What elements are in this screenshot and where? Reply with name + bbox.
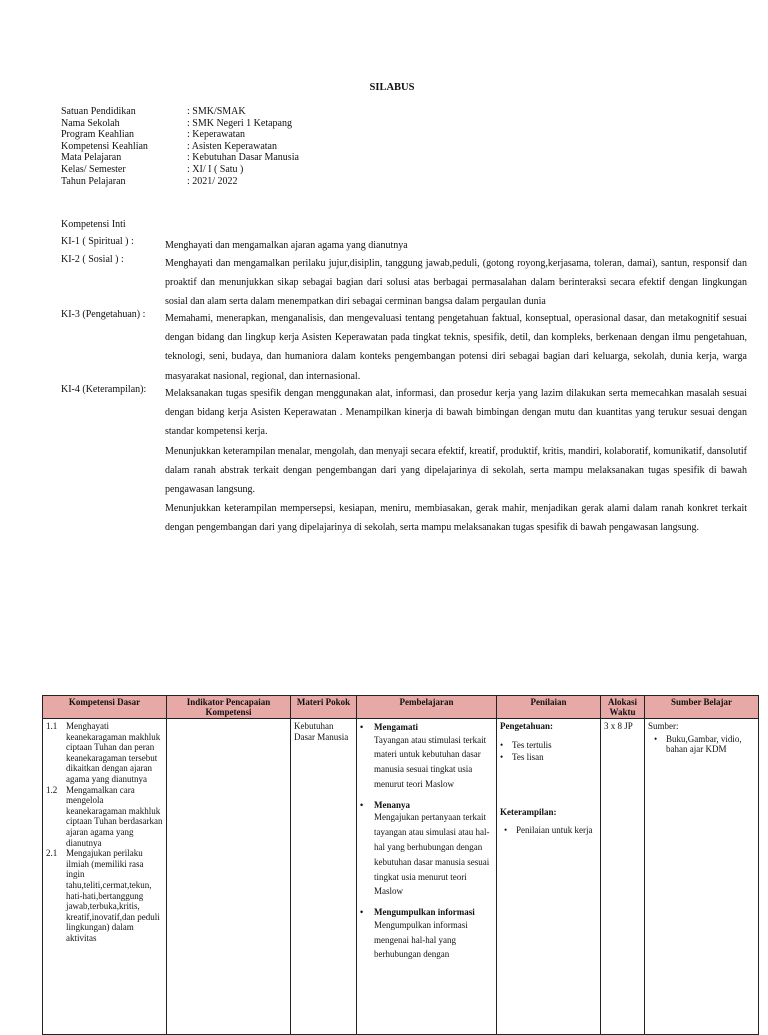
cell-sumber xyxy=(645,719,759,1035)
learning-step-desc: Tayangan atau stimulasi terkait materi untuk kebutuhan dasar manusia sesuai tingkat usia menurut teori Maslow xyxy=(374,734,487,789)
meta-value: : SMK/SMAK xyxy=(187,106,246,117)
ki-paragraph: Menghayati dan mengamalkan ajaran agama yang dianutnya xyxy=(165,240,408,251)
meta-row xyxy=(61,141,299,153)
bullet-icon: • xyxy=(360,799,364,810)
meta-label: Tahun Pelajaran xyxy=(61,175,126,187)
ki-paragraph: Menghayati dan mengamalkan perilaku jujur,disiplin, tanggung jawab,peduli, (gotong royong,kerjasama, toleran, damai), santun, responsif dan proaktif dan menunjukkan sikap sebagai bagian dari solusi atas berbagai permasalahan dalam berinteraksi secara efektif dengan lingkungan sosial dan alam serta dalam menempatkan diri sebagai cerminan bangsa dalam pergaulan dunia xyxy=(165,258,747,308)
table-header-row xyxy=(43,696,759,719)
col-header-kompetensi-dasar: Kompetensi Dasar xyxy=(43,696,167,719)
kd-text: Mengajukan perilaku ilmiah (memiliki rasa ingin tahu,teliti,cermat,tekun, hati-hati,bertanggung jawab,terbuka,kritis, kreatif,inovatif,dan peduli lingkungan) dalam aktivitas xyxy=(66,848,160,943)
learning-step-title: Mengumpulkan informasi xyxy=(374,907,475,918)
table-row xyxy=(43,719,759,1035)
meta-value: : 2021/ 2022 xyxy=(187,175,238,187)
learning-step xyxy=(360,907,493,962)
assessment-item xyxy=(500,825,597,836)
kd-number: 2.1 xyxy=(46,848,58,859)
meta-value: : Kebutuhan Dasar Manusia xyxy=(187,152,299,164)
ki-text xyxy=(165,384,747,538)
meta-value: : XI/ I ( Satu ) xyxy=(187,163,244,175)
meta-label: Satuan Pendidikan xyxy=(61,106,136,117)
meta-value: : SMK Negeri 1 Ketapang xyxy=(187,117,292,129)
assessment-item-text: Tes tertulis xyxy=(512,739,552,750)
learning-step-desc: Mengumpulkan informasi mengenai hal-hal yang berhubungan dengan xyxy=(374,919,468,960)
meta-value: : Keperawatan xyxy=(187,129,246,141)
ki-label: KI-2 ( Sosial ) : xyxy=(61,254,124,265)
col-header-materi: Materi Pokok xyxy=(291,696,357,719)
assessment-item xyxy=(500,752,597,763)
learning-step-desc: Mengajukan pertanyaan terkait tayangan atau simulasi atau hal-hal yang berhubungan dengan kebutuhan dasar manusia sesuai tingkat usia menurut teori Maslow xyxy=(374,812,490,897)
ki-label: KI-3 (Pengetahuan) : xyxy=(61,309,146,320)
kd-item xyxy=(46,721,163,785)
syllabus-table xyxy=(42,695,759,1035)
bullet-icon: • xyxy=(500,739,504,750)
col-header-penilaian: Penilaian xyxy=(497,696,601,719)
source-item-text: Buku,Gambar, vidio, bahan ajar KDM xyxy=(666,733,742,755)
learning-step xyxy=(360,800,493,899)
ki-paragraph: Menunjukkan keterampilan mempersepsi, kesiapan, meniru, membiasakan, gerak mahir, menjadikan gerak alami dalam ranah konkret terkait dengan pengembangan dari yang dipelajarinya di sekolah, serta mampu melaksanakan tugas spesifik di bawah pengawasan langsung. xyxy=(165,503,747,534)
cell-pembelajaran xyxy=(357,719,497,1035)
meta-label: Nama Sekolah xyxy=(61,117,120,129)
meta-row xyxy=(61,164,299,176)
bullet-icon: • xyxy=(500,752,504,763)
bullet-icon: • xyxy=(504,825,508,836)
bullet-icon: • xyxy=(360,907,364,918)
learning-step-header xyxy=(360,907,493,918)
ki-label: KI-4 (Keterampilan): xyxy=(61,384,147,395)
cell-penilaian xyxy=(497,719,601,1035)
cell-indikator xyxy=(167,719,291,1035)
meta-label: Kelas/ Semester xyxy=(61,163,126,175)
kd-number: 1.2 xyxy=(46,784,58,795)
col-header-indikator: Indikator Pencapaian Kompetensi xyxy=(167,696,291,719)
spacer xyxy=(500,763,597,807)
identity-block xyxy=(61,106,299,187)
assessment-item-text: Penilaian untuk kerja xyxy=(516,825,593,836)
learning-step-title: Menanya xyxy=(374,799,410,810)
bullet-icon: • xyxy=(654,733,658,744)
source-label: Sumber: xyxy=(648,721,679,731)
kd-item xyxy=(46,848,163,943)
col-header-pembelajaran: Pembelajaran xyxy=(357,696,497,719)
learning-step xyxy=(360,722,493,792)
assessment-item-text: Tes lisan xyxy=(512,752,544,763)
cell-materi: Kebutuhan Dasar Manusia xyxy=(291,719,357,1035)
ki-paragraph: Memahami, menerapkan, menganalisis, dan mengevaluasi tentang pengetahuan faktual, konseptual, operasional dasar, dan metakognitif sesuai dengan bidang dan lingkup kerja Asisten Keperawatan pada tingkat teknis, spesifik, detil, dan kompleks, berkenaan dengan ilmu pengetahuan, teknologi, seni, budaya, dan humaniora dalam konteks pengembangan potensi diri sebagai bagian dari keluarga, sekolah, dunia kerja, warga masyarakat nasional, regional, dan internasional. xyxy=(165,313,747,382)
kd-item xyxy=(46,785,163,849)
meta-label: Mata Pelajaran xyxy=(61,152,122,164)
ki-text xyxy=(165,309,747,386)
col-header-alokasi: Alokasi Waktu xyxy=(601,696,645,719)
col-header-sumber: Sumber Belajar xyxy=(645,696,759,719)
meta-label: Program Keahlian xyxy=(61,129,135,141)
ki-text xyxy=(165,254,747,312)
page-title: SILABUS xyxy=(369,82,415,93)
ki-paragraph: Melaksanakan tugas spesifik dengan menggunakan alat, informasi, dan prosedur kerja yang lazim dilakukan serta memecahkan masalah sesuai dengan bidang kerja Asisten Keperawatan . Menampilkan kinerja di bawah bimbingan dengan mutu dan kuantitas yang terukur sesuai dengan standar kompetensi kerja. xyxy=(165,388,747,438)
cell-alokasi: 3 x 8 JP xyxy=(601,719,645,1035)
meta-value: : Asisten Keperawatan xyxy=(187,140,277,152)
kd-number: 1.1 xyxy=(46,721,58,731)
bullet-icon: • xyxy=(360,722,364,732)
meta-row xyxy=(61,106,299,118)
ki-text xyxy=(165,236,747,255)
kd-text: Menghayati keanekaragaman makhluk ciptaan Tuhan dan peran keanekaragaman tersebut dikaitkan dengan ajaran agama yang dianutnya xyxy=(66,721,161,784)
assessment-knowledge-label: Pengetahuan: xyxy=(500,721,554,731)
ki-label: KI-1 ( Spiritual ) : xyxy=(61,236,134,247)
learning-step-header xyxy=(360,722,493,733)
assessment-item xyxy=(500,740,597,751)
meta-row xyxy=(61,152,299,164)
kd-text: Mengamalkan cara mengelola keanekaragaman makhluk ciptaan Tuhan berdasarkan ajaran agama yang dianutnya xyxy=(66,784,163,848)
ki-paragraph: Menunjukkan keterampilan menalar, mengolah, dan menyaji secara efektif, kreatif, produktif, kritis, mandiri, kolaboratif, komunikatif, dansolutif dalam ranah abstrak terkait dengan pengembangan dari yang dipelajarinya di sekolah, serta mampu melaksanakan tugas spesifik di bawah pengawasan langsung. xyxy=(165,445,747,496)
learning-step-header xyxy=(360,800,493,811)
meta-row xyxy=(61,129,299,141)
learning-step-title: Mengamati xyxy=(374,722,418,732)
cell-kompetensi-dasar xyxy=(43,719,167,1035)
assessment-skill-label: Keterampilan: xyxy=(500,806,557,817)
meta-row xyxy=(61,118,299,130)
source-item xyxy=(648,734,755,755)
meta-row xyxy=(61,176,299,188)
meta-label: Kompetensi Keahlian xyxy=(61,140,148,152)
ki-heading: Kompetensi Inti xyxy=(61,219,126,230)
